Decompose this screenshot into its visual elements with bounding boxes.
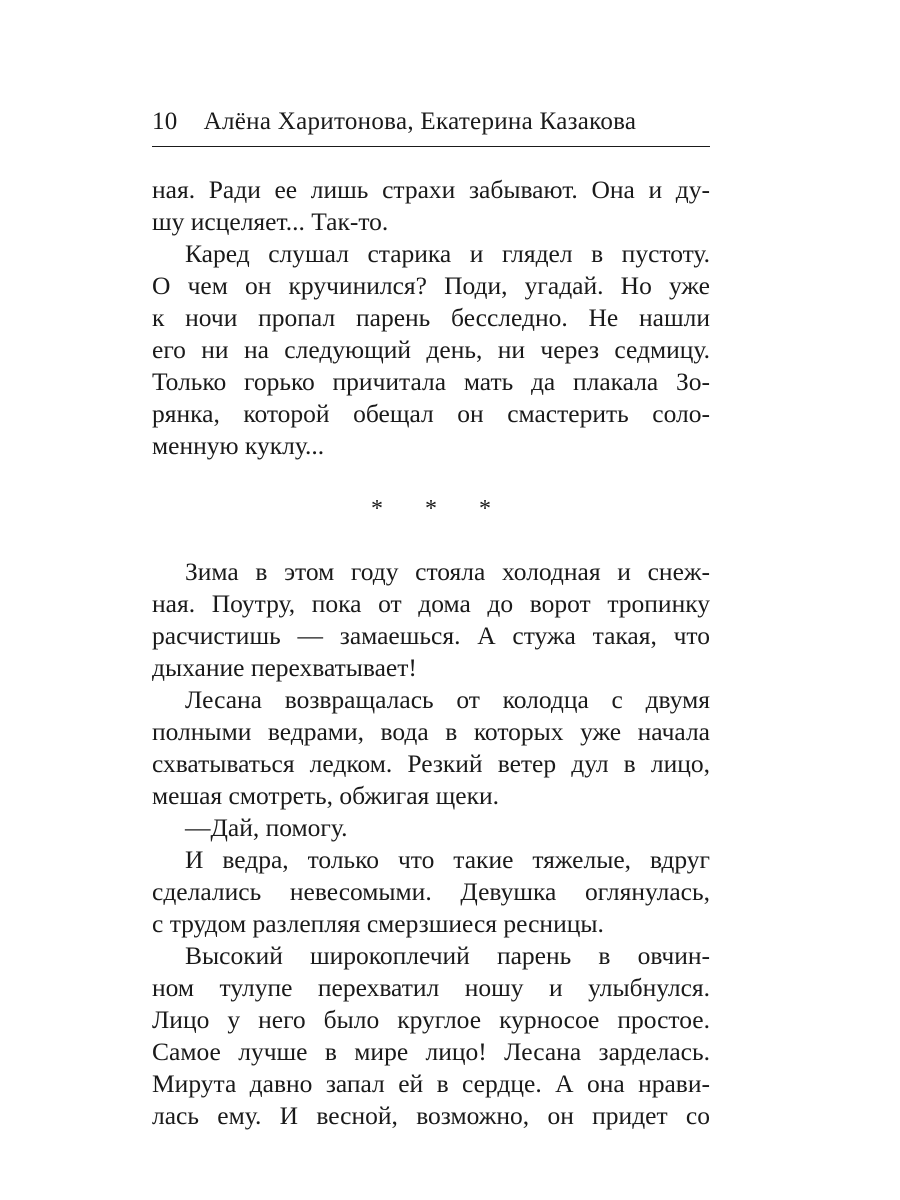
paragraph [152,812,710,844]
text-line: его ни на следующий день, ни через седмицу. [152,335,710,364]
paragraph [152,174,710,238]
text-line: сделались невесомыми. Девушка оглянулась, [152,877,710,906]
running-head [152,108,710,147]
paragraph [152,844,710,940]
text-line: менную куклу... [152,431,325,460]
text-line: ном тулупе перехватил ношу и улыбнулся. [152,973,710,1002]
text-line: Только горько причитала мать да плакала Зо- [152,367,710,396]
text-line: Зима в этом году стояла холодная и снеж- [185,557,710,586]
text-line: О чем он кручинился? Поди, угадай. Но уже [152,271,710,300]
paragraph [152,940,710,1132]
text-line: Каред слушал старика и глядел в пустоту. [185,239,710,268]
text-line: полными ведрами, вода в которых уже начала [152,717,710,746]
body-text [152,174,710,1132]
text-line: расчистишь — замаешься. А стужа такая, что [152,621,710,650]
text-line: Высокий широкоплечий парень в овчин- [185,941,710,970]
text-line: лась ему. И весной, возможно, он придет со [152,1101,710,1130]
paragraph [152,684,710,812]
text-before-break [152,174,710,462]
text-line: И ведра, только что такие тяжелые, вдруг [185,845,710,874]
text-line: к ночи пропал парень бесследно. Не нашли [152,303,710,332]
text-line: ная. Поутру, пока от дома до ворот тропинку [152,589,710,618]
book-page [152,108,710,1132]
text-line: схватываться ледком. Резкий ветер дул в лицо, [152,749,710,778]
text-after-break [152,556,710,1132]
text-line: рянка, которой обещал он смастерить соло- [152,399,710,428]
section-break: * * * [371,496,509,522]
running-head-authors: Алёна Харитонова, Екатерина Казакова [203,108,637,135]
text-line: Самое лучше в мире лицо! Лесана зарделась. [152,1037,710,1066]
paragraph [152,556,710,684]
text-line: дыхание перехватывает! [152,653,417,682]
text-line: мешая смотреть, обжигая щеки. [152,781,500,810]
paragraph [152,238,710,462]
text-line: ная. Ради ее лишь страхи забывают. Она и ду- [152,175,710,204]
text-line: —Дай, помогу. [185,813,348,842]
text-line: шу исцеляет... Так-то. [152,207,389,236]
text-line: Лицо у него было круглое курносое простое. [152,1005,710,1034]
text-line: Мирута давно запал ей в сердце. А она нрави- [152,1069,710,1098]
text-line: Лесана возвращалась от колодца с двумя [185,685,710,714]
page-number: 10 [152,108,178,135]
text-line: с трудом разлепляя смерзшиеся ресницы. [152,909,604,938]
